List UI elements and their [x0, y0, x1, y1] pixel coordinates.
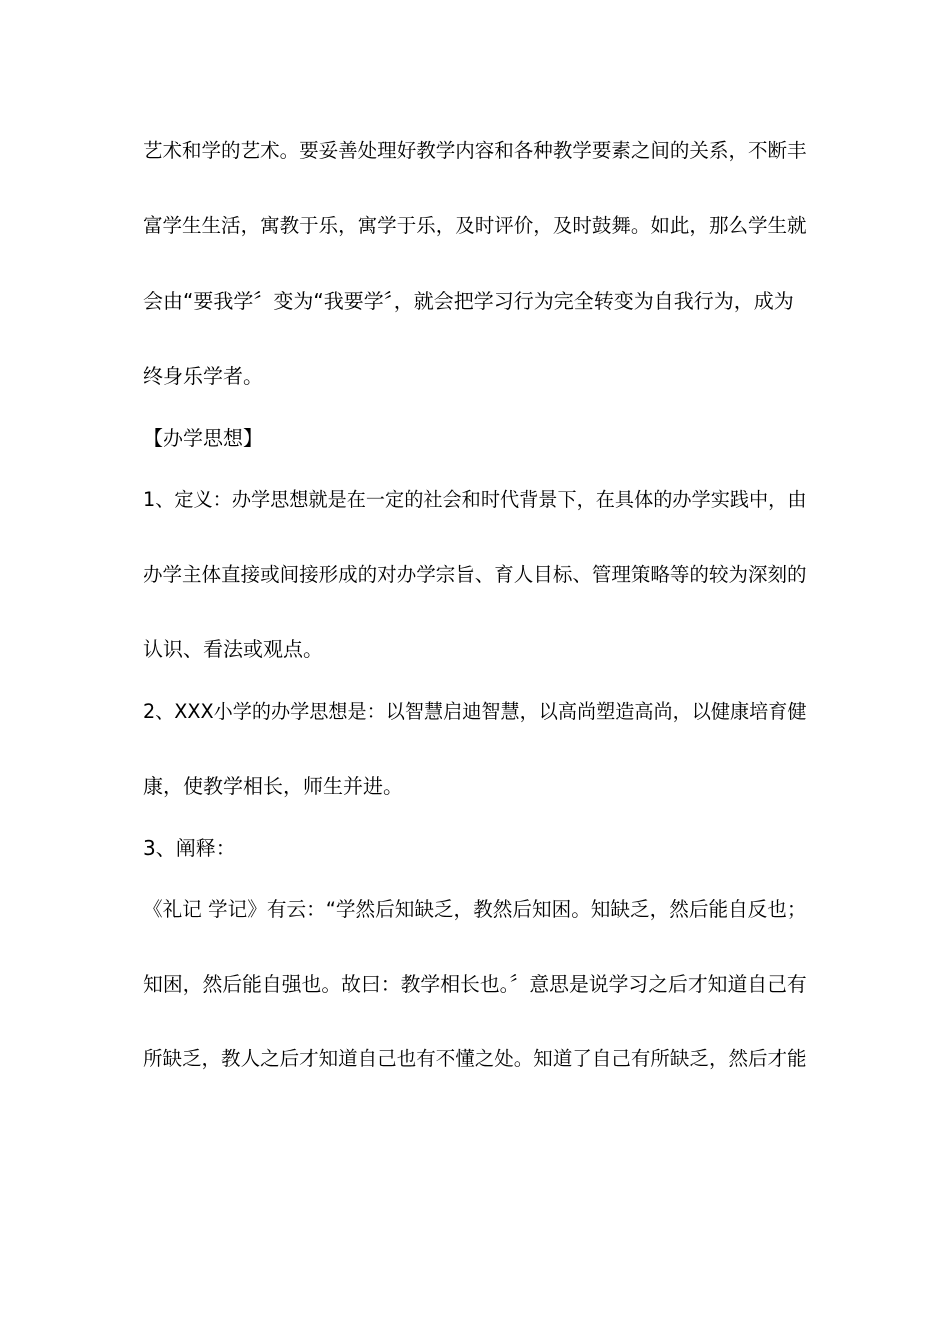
text-line: 办学主体直接或间接形成的对办学宗旨、育人目标、管理策略等的较为深刻的 [143, 563, 807, 586]
text-line: 所缺乏，教人之后才知道自己也有不懂之处。知道了自己有所缺乏，然后才能 [143, 1047, 807, 1070]
section-heading: 【办学思想】 [143, 426, 263, 450]
text-line: 富学生生活，寓教于乐，寓学于乐，及时评价，及时鼓舞。如此，那么学生就 [143, 214, 807, 237]
text-line: 1、定义：办学思想就是在一定的社会和时代背景下，在具体的办学实践中，由 [143, 488, 807, 511]
text-line: 艺术和学的艺术。要妥善处理好教学内容和各种教学要素之间的关系，不断丰 [143, 139, 807, 162]
text-line: 终身乐学者。 [143, 364, 263, 388]
text-line: 认识、看法或观点。 [143, 637, 323, 661]
text-line: 《礼记 学记》有云：“学然后知缺乏，教然后知困。知缺乏，然后能自反也； [143, 898, 807, 921]
text-line: 知困，然后能自强也。故曰：教学相长也。〞意思是说学习之后才知道自己有 [143, 973, 807, 996]
text-line: 会由“要我学〞变为“我要学〞，就会把学习行为完全转变为自我行为，成为 [143, 289, 794, 313]
text-line: 3、阐释： [143, 836, 236, 860]
text-line: 康，使教学相长，师生并进。 [143, 774, 403, 798]
text-line: 2、XXX小学的办学思想是：以智慧启迪智慧，以高尚塑造高尚，以健康培育健 [143, 700, 807, 723]
